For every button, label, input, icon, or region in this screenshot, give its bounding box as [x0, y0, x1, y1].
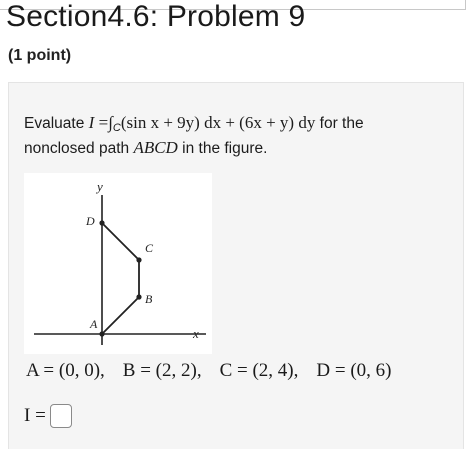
points-label: (1 point) — [8, 47, 72, 64]
point-b-label: B — [145, 292, 153, 306]
path-prefix-text: nonclosed path — [24, 140, 130, 157]
x-axis-label: x — [193, 326, 199, 341]
point-d-marker — [99, 220, 104, 225]
point-c-marker — [136, 257, 141, 262]
point-c: C = (2, 4), — [219, 360, 299, 381]
point-a: A = (0, 0), — [26, 360, 105, 381]
for-the-text: for the — [319, 115, 364, 132]
question-line-2 — [24, 138, 267, 158]
contour-subscript: C — [112, 122, 121, 134]
point-a-label: A — [90, 317, 98, 331]
evaluate-text: Evaluate — [24, 115, 85, 132]
path-diagram — [24, 173, 212, 354]
integrand: (sin x + 9y) dx + (6x + y) dy — [120, 113, 316, 132]
answer-row — [24, 402, 72, 430]
equals-sign: = — [98, 113, 109, 132]
integral-sign: ∫ — [108, 113, 113, 132]
point-c-label: C — [145, 241, 154, 255]
path-name: ABCD — [133, 138, 178, 157]
y-axis-label: y — [97, 179, 103, 194]
given-points — [26, 360, 391, 382]
point-b: B = (2, 2), — [122, 360, 202, 381]
point-d-label: D — [86, 214, 95, 228]
point-b-marker — [136, 294, 141, 299]
path-abcd — [102, 223, 139, 334]
point-d: D = (0, 6) — [316, 360, 392, 381]
path-layer — [85, 214, 154, 337]
answer-label: I = — [24, 405, 46, 426]
path-suffix-text: in the figure. — [182, 140, 268, 157]
answer-input[interactable] — [50, 404, 72, 428]
question-line-1 — [24, 113, 364, 134]
point-a-marker — [99, 331, 104, 336]
path-figure — [24, 173, 212, 354]
page-title: Section4.6: Problem 9 — [6, 0, 306, 33]
integral-variable: I — [88, 113, 95, 132]
